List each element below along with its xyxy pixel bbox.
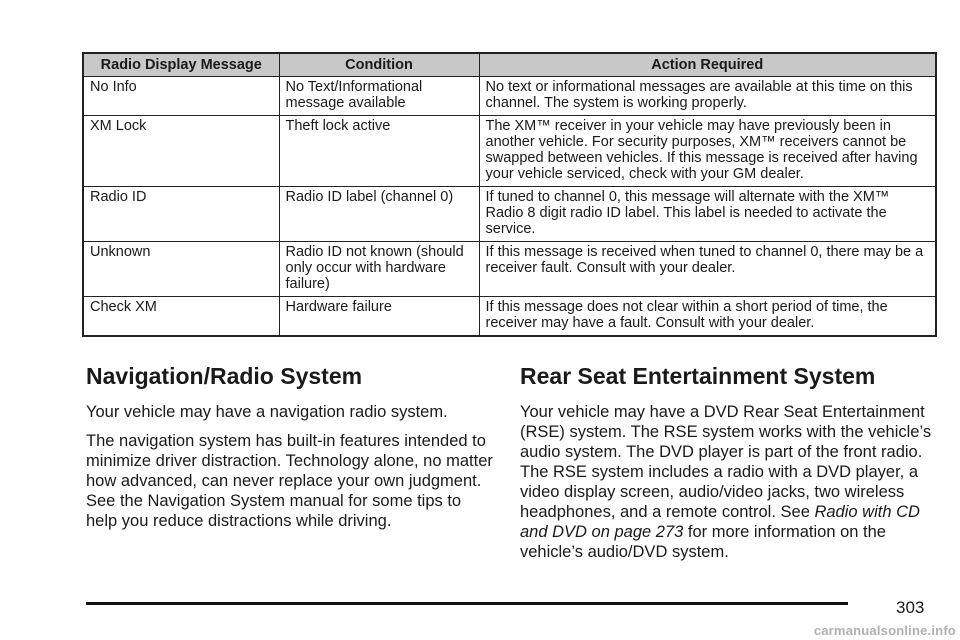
cell-message: XM Lock xyxy=(83,116,279,187)
rear-seat-entertainment-heading: Rear Seat Entertainment System xyxy=(520,363,876,389)
table-row xyxy=(83,242,936,297)
cell-condition: No Text/Informational message available xyxy=(279,77,479,116)
rear-seat-entertainment-section xyxy=(520,362,935,571)
rse-description-paragraph xyxy=(520,402,935,562)
table-row xyxy=(83,116,936,187)
rse-page-reference-link[interactable]: Radio with CD and DVD on page 273 xyxy=(520,503,920,541)
cell-action: If this message does not clear within a short period of time, the receiver may have a fault. Consult with your dealer. xyxy=(479,297,936,337)
navigation-intro-paragraph: Your vehicle may have a navigation radio system. xyxy=(86,403,448,421)
cell-condition: Radio ID not known (should only occur with hardware failure) xyxy=(279,242,479,297)
table-row xyxy=(83,187,936,242)
table-row xyxy=(83,77,936,116)
cell-action: No text or informational messages are available at this time on this channel. The system is working properly. xyxy=(479,77,936,116)
page-number: 303 xyxy=(896,598,925,617)
cell-message: No Info xyxy=(83,77,279,116)
header-radio-display-message: Radio Display Message xyxy=(83,53,279,77)
navigation-radio-heading: Navigation/Radio System xyxy=(86,363,363,389)
radio-message-table xyxy=(82,52,937,337)
footer-rule xyxy=(86,602,848,605)
cell-condition: Hardware failure xyxy=(279,297,479,337)
cell-action: The XM™ receiver in your vehicle may have previously been in another vehicle. For security purposes, XM™ receivers cannot be swapped between vehicles. If this message is received after having your vehicle serviced, check with your GM dealer. xyxy=(479,116,936,187)
radio-message-table-container xyxy=(82,52,937,337)
table-header-row xyxy=(83,53,936,77)
rse-description-text: Your vehicle may have a DVD Rear Seat Entertainment (RSE) system. The RSE system works with the vehicle’s audio system. The DVD player is part of the front radio. The RSE system includes a radio with a DVD player, a video display screen, audio/video jacks, two wireless headphones, and a remote control. See xyxy=(520,403,932,521)
navigation-details-paragraph: The navigation system has built-in features intended to minimize driver distraction. Technology alone, no matter how advanced, can never replace your own judgment. See the Navigation System manual for some tips to help you reduce distractions while driving. xyxy=(86,432,493,530)
cell-action: If this message is received when tuned to channel 0, there may be a receiver fault. Consult with your dealer. xyxy=(479,242,936,297)
table-row xyxy=(83,297,936,337)
cell-message: Unknown xyxy=(83,242,279,297)
navigation-radio-section xyxy=(86,362,496,540)
header-action-required: Action Required xyxy=(479,53,936,77)
watermark: carmanualsonline.info xyxy=(813,623,956,638)
cell-message: Radio ID xyxy=(83,187,279,242)
cell-action: If tuned to channel 0, this message will alternate with the XM™ Radio 8 digit radio ID label. This label is needed to activate the service. xyxy=(479,187,936,242)
cell-condition: Theft lock active xyxy=(279,116,479,187)
cell-condition: Radio ID label (channel 0) xyxy=(279,187,479,242)
cell-message: Check XM xyxy=(83,297,279,337)
rse-description-tail: for more information on the vehicle’s audio/DVD system. xyxy=(520,523,886,561)
header-condition: Condition xyxy=(279,53,479,77)
